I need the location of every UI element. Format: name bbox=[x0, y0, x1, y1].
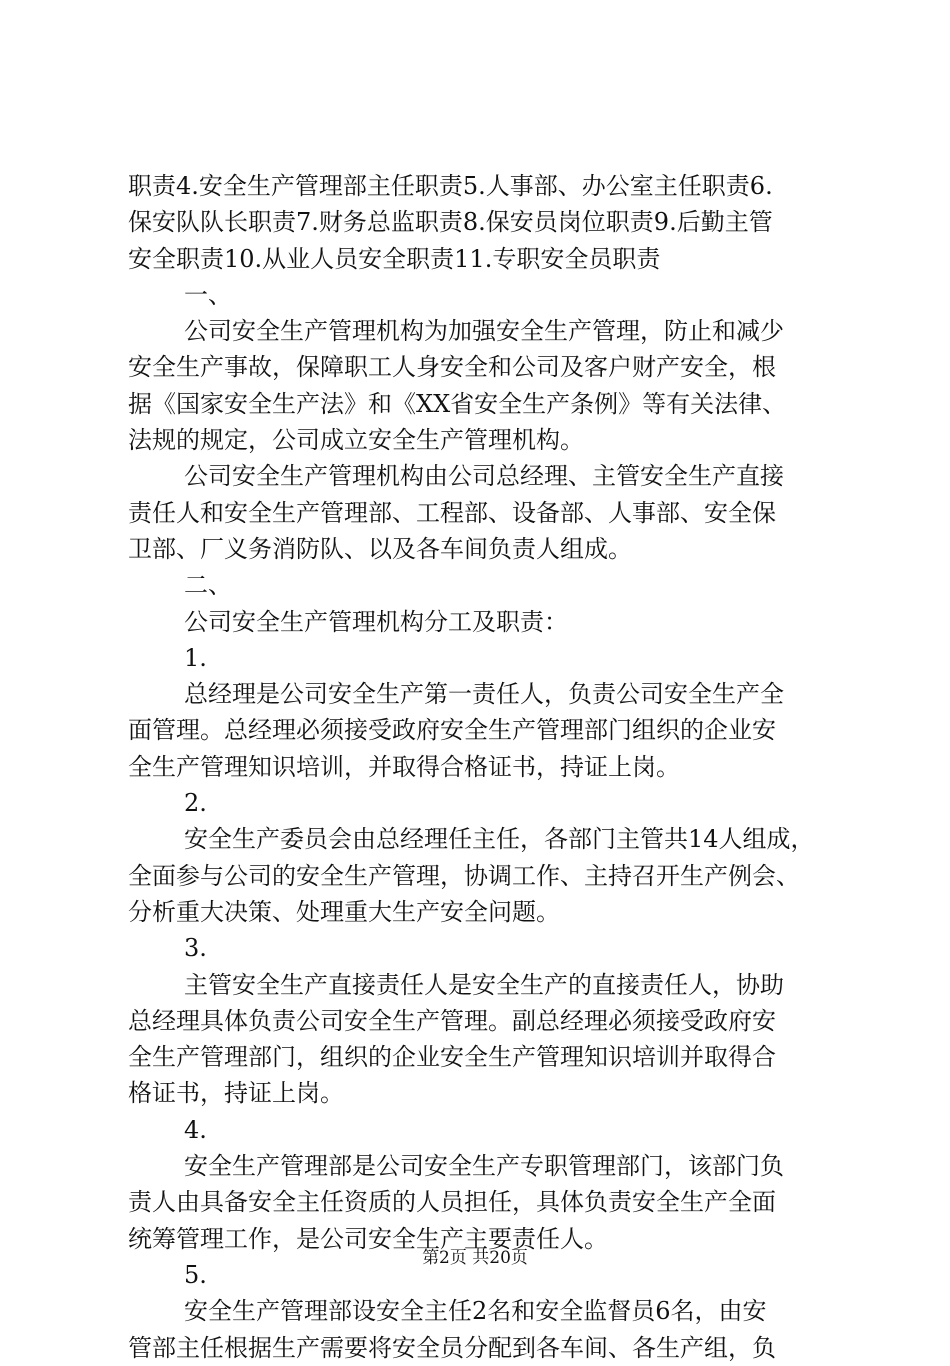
paragraph-first-line: 主管安全生产直接责任人是安全生产的直接责任人，协助 bbox=[184, 970, 784, 999]
section-heading: 一、 bbox=[184, 280, 232, 309]
text-line: 管部主任根据生产需要将安全员分配到各车间、各生产组，负 bbox=[128, 1333, 776, 1362]
paragraph-first-line: 安全生产管理部设安全主任2名和安全监督员6名，由安 bbox=[184, 1297, 767, 1326]
text-line: 安全生产事故，保障职工人身安全和公司及客户财产安全，根 bbox=[128, 353, 776, 382]
section-heading: 二、 bbox=[184, 571, 232, 600]
item-number: 2. bbox=[184, 789, 207, 818]
text-line: 卫部、厂义务消防队、以及各车间负责人组成。 bbox=[128, 534, 632, 563]
text-line: 据《国家安全生产法》和《XX省安全生产条例》等有关法律、 bbox=[128, 389, 787, 418]
text-line: 全生产管理部门，组织的企业安全生产管理知识培训并取得合 bbox=[128, 1043, 776, 1072]
text-line: 责人由具备安全主任资质的人员担任，具体负责安全生产全面 bbox=[128, 1188, 776, 1217]
text-line: 分析重大决策、处理重大生产安全问题。 bbox=[128, 897, 560, 926]
text-line: 面管理。总经理必须接受政府安全生产管理部门组织的企业安 bbox=[128, 716, 776, 745]
text-line: 统筹管理工作，是公司安全生产主要责任人。 bbox=[128, 1224, 608, 1253]
paragraph-first-line: 安全生产管理部是公司安全生产专职管理部门，该部门负 bbox=[184, 1152, 784, 1181]
text-line: 职责4.安全生产管理部主任职责5.人事部、办公室主任职责6. bbox=[128, 172, 773, 200]
text-line: 保安队队长职责7.财务总监职责8.保安员岗位职责9.后勤主管 bbox=[128, 208, 773, 237]
text-line: 全面参与公司的安全生产管理，协调工作、主持召开生产例会、 bbox=[128, 861, 800, 890]
paragraph-first-line: 安全生产委员会由总经理任主任，各部门主管共14人组成， bbox=[184, 825, 815, 854]
paragraph-first-line: 公司安全生产管理机构分工及职责： bbox=[184, 607, 568, 636]
paragraph-first-line: 公司安全生产管理机构为加强安全生产管理，防止和减少 bbox=[184, 317, 784, 346]
text-line: 全生产管理知识培训，并取得合格证书，持证上岗。 bbox=[128, 752, 680, 781]
page-number-footer: 第2页 共20页 bbox=[422, 1248, 528, 1268]
text-line: 责任人和安全生产管理部、工程部、设备部、人事部、安全保 bbox=[128, 498, 776, 527]
text-line: 总经理具体负责公司安全生产管理。副总经理必须接受政府安 bbox=[128, 1006, 776, 1035]
text-line: 安全职责10.从业人员安全职责11.专职安全员职责 bbox=[128, 244, 661, 273]
item-number: 1. bbox=[184, 643, 207, 672]
document-body bbox=[128, 168, 832, 1366]
text-line: 格证书，持证上岗。 bbox=[128, 1079, 344, 1108]
paragraph-first-line: 总经理是公司安全生产第一责任人，负责公司安全生产全 bbox=[184, 680, 784, 709]
item-number: 5. bbox=[184, 1260, 207, 1289]
text-line: 法规的规定，公司成立安全生产管理机构。 bbox=[128, 426, 584, 455]
paragraph-first-line: 公司安全生产管理机构由公司总经理、主管安全生产直接 bbox=[184, 462, 784, 491]
item-number: 4. bbox=[184, 1115, 207, 1144]
item-number: 3. bbox=[184, 934, 207, 963]
